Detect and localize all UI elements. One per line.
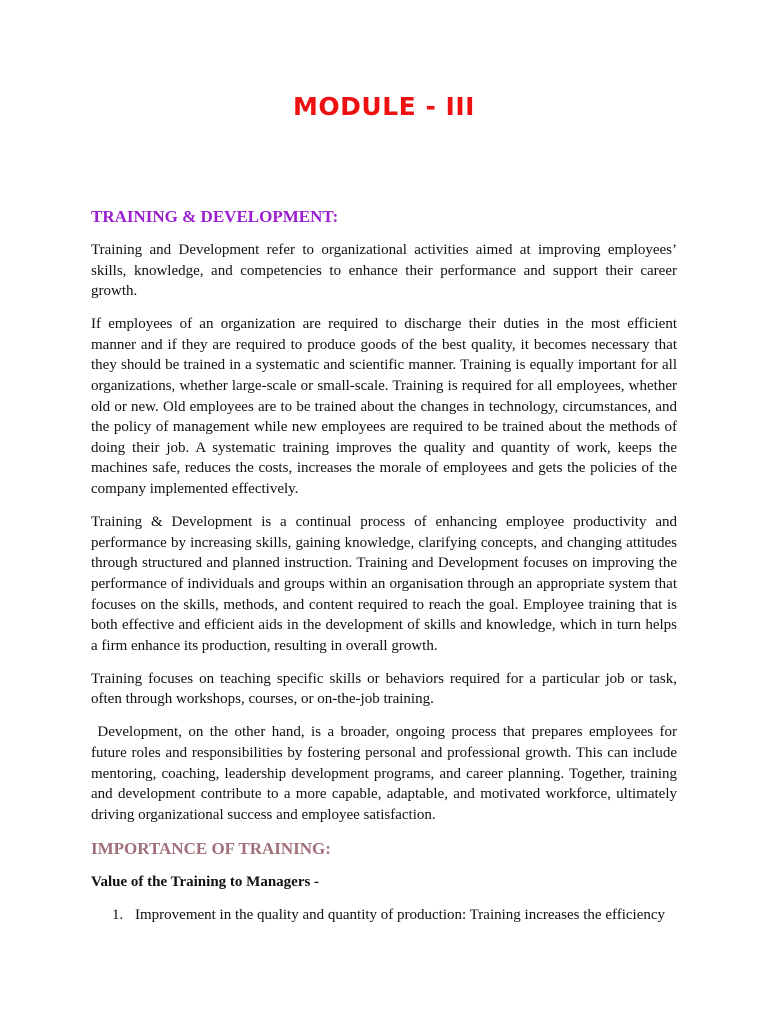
list-item — [91, 905, 677, 926]
subheading-value-to-managers: Value of the Training to Managers - — [91, 873, 320, 890]
list-item-number: 1. — [112, 907, 124, 924]
paragraph-definition: Training and Development refer to organizational activities aimed at improving employees’ skills, knowledge, and competencies to enhance their performance and support their career growth. — [91, 242, 677, 300]
document-body — [91, 206, 681, 926]
paragraph-need-for-training: If employees of an organization are required to discharge their duties in the most efficient manner and if they are required to produce goods of the best quality, it becomes necessary that they should be trained in a systematic and scientific manner. Training is equally important for all organizations, whether large-scale or small-scale. Training is required for all employees, whether old or new. Old employees are to be trained about the changes in technology, circumstances, and the policy of management while new employees are required to be trained about the methods of doing their job. A systematic training improves the quality and quantity of work, keeps the machines safe, reduces the costs, increases the morale of employees and gets the policies of the company implemented effectively. — [91, 316, 677, 498]
paragraph-training-focus: Training focuses on teaching specific skills or behaviors required for a particular job or task, often through workshops, courses, or on-the-job training. — [91, 670, 681, 708]
paragraph-development: Development, on the other hand, is a broader, ongoing process that prepares employees for future roles and responsibilities by fostering personal and professional growth. This can include mentoring, coaching, leadership development programs, and career planning. Together, training and development contribute to a more capable, adaptable, and motivated workforce, ultimately driving organizational success and employee satisfaction. — [91, 724, 681, 823]
section-heading-training-development: TRAINING & DEVELOPMENT: — [91, 207, 339, 226]
list-item-text: Improvement in the quality and quantity of production: Training increases the efficiency — [135, 907, 666, 924]
module-title: MODULE - III — [293, 92, 475, 121]
paragraph-continual-process: Training & Development is a continual process of enhancing employee productivity and performance by increasing skills, gaining knowledge, clarifying concepts, and changing attitudes through structured and planned instruction. Training and Development focuses on improving the performance of individuals and groups within an organisation through an appropriate system that focuses on the skills, methods, and content required to reach the goal. Employee training that is both effective and efficient aids in the development of skills and knowledge, which in turn helps a firm enhance its production, resulting in overall growth. — [91, 514, 677, 654]
importance-list — [91, 905, 677, 926]
section-heading-importance: IMPORTANCE OF TRAINING: — [91, 838, 331, 858]
